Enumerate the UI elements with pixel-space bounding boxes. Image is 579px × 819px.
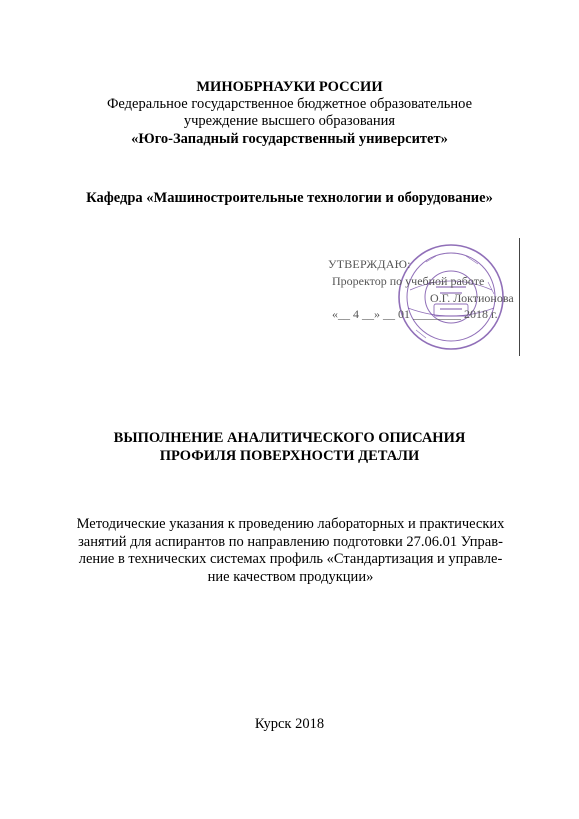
approval-block (318, 238, 525, 356)
document-title-line-2: ПРОФИЛЯ ПОВЕРХНОСТИ ДЕТАЛИ (159, 448, 420, 464)
city-year: Курск 2018 (254, 716, 325, 732)
description-line-4: ние качеством продукции» (207, 568, 374, 585)
department-name: Кафедра «Машиностроительные технологии и оборудование» (86, 190, 493, 206)
approver-position: Проректор по учебной работе (332, 274, 485, 288)
description-line-1: Методические указания к проведению лабораторных и практических (76, 516, 505, 532)
description-line-2: занятий для аспирантов по направлению подготовки 27.06.01 Управ- (78, 533, 503, 550)
university-name: «Юго-Западный государственный университет» (131, 131, 448, 147)
federal-line: Федеральное государственное бюджетное образовательное (106, 96, 473, 112)
ministry-name: МИНОБРНАУКИ РОССИИ (196, 79, 383, 95)
document-title-line-1: ВЫПОЛНЕНИЕ АНАЛИТИЧЕСКОГО ОПИСАНИЯ (113, 430, 466, 446)
approve-label: УТВЕРЖДАЮ: (328, 257, 411, 271)
approval-divider (519, 238, 520, 356)
document-description (72, 516, 509, 586)
approval-date: «__ 4 __» __ 01 ________ 2018 г. (332, 307, 498, 321)
approver-name: О.Г. Локтионова (430, 291, 514, 305)
description-line-3: ление в технических системах профиль «Стандартизация и управле- (78, 551, 503, 567)
institution-line: учреждение высшего образования (183, 113, 396, 129)
